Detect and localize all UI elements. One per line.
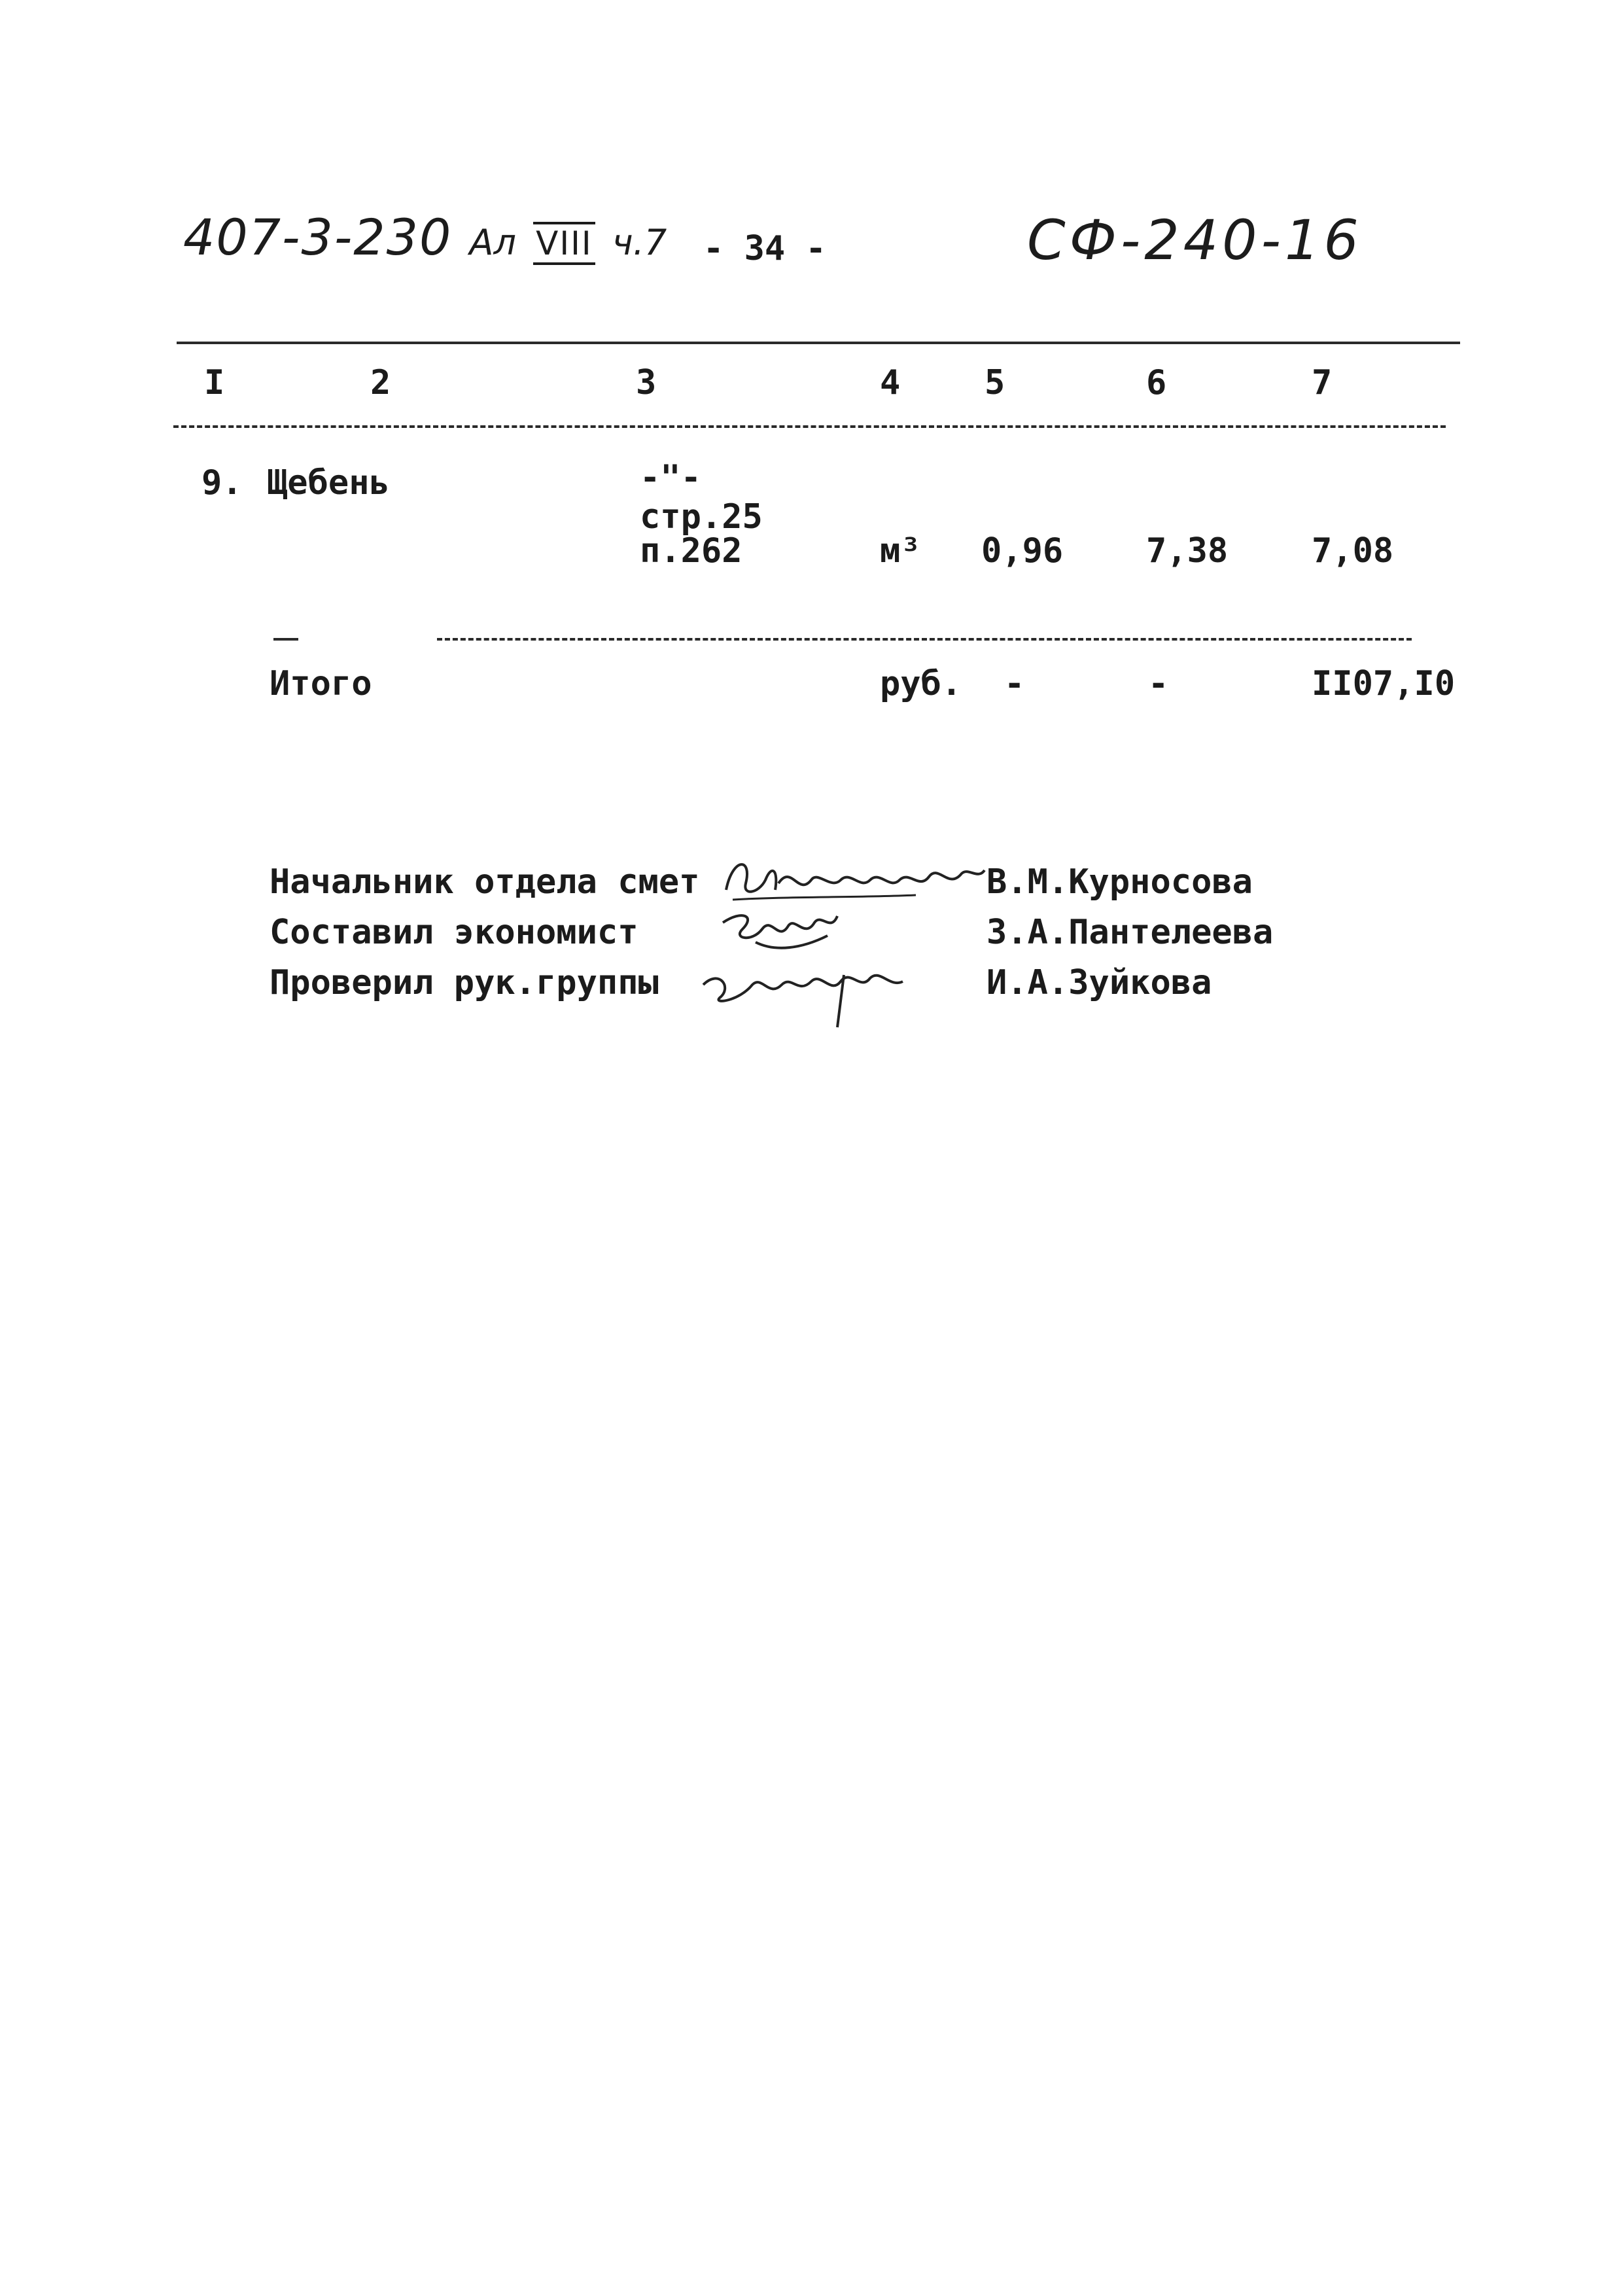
signature-role-economist: Составил экономист [270, 913, 638, 952]
signature-group-lead-scribble [693, 949, 916, 1034]
column-header-2: 2 [370, 363, 391, 402]
table-top-rule [177, 342, 1460, 344]
column-header-5: 5 [985, 363, 1005, 402]
total-rule [437, 638, 1412, 641]
document-code-right: СФ-240-16 [1027, 208, 1363, 272]
row-number: 9. [201, 463, 243, 503]
total-value-col6: - [1148, 664, 1169, 703]
album-roman-number: VIII [533, 222, 595, 265]
column-header-4: 4 [880, 363, 901, 402]
row-ditto-mark: -"- [640, 458, 701, 497]
column-header-3: 3 [636, 363, 657, 402]
row-reference-item: п.262 [640, 531, 742, 571]
column-header-7: 7 [1312, 363, 1333, 402]
total-unit: руб. [880, 664, 962, 703]
total-label: Итого [270, 664, 372, 703]
part-label: ч.7 [612, 222, 667, 263]
signature-name-economist: З.А.Пантелеева [986, 913, 1274, 952]
row-value-col7: 7,08 [1312, 531, 1394, 571]
total-value-col5: - [1004, 664, 1025, 703]
signature-name-head: В.М.Курносова [986, 862, 1253, 902]
total-rule-left [273, 638, 298, 641]
document-code-number: 407-3-230 [183, 208, 453, 266]
album-label: Ал [469, 222, 516, 263]
signature-name-group-lead: И.А.Зуйкова [986, 963, 1212, 1002]
row-reference-page: стр.25 [640, 497, 763, 537]
column-header-6: 6 [1146, 363, 1167, 402]
row-value-col6: 7,38 [1146, 531, 1229, 571]
row-material-name: Щебень [267, 463, 390, 503]
row-value-col5: 0,96 [981, 531, 1064, 571]
row-unit: м³ [880, 531, 921, 571]
page-number: - 34 - [703, 229, 826, 268]
document-code-left [183, 208, 667, 266]
table-header-rule [173, 425, 1446, 428]
signature-role-head: Начальник отдела смет [270, 862, 700, 902]
column-header-1: I [204, 363, 225, 402]
signature-role-group-lead: Проверил рук.группы [270, 963, 659, 1002]
total-value-col7: II07,I0 [1312, 664, 1456, 703]
